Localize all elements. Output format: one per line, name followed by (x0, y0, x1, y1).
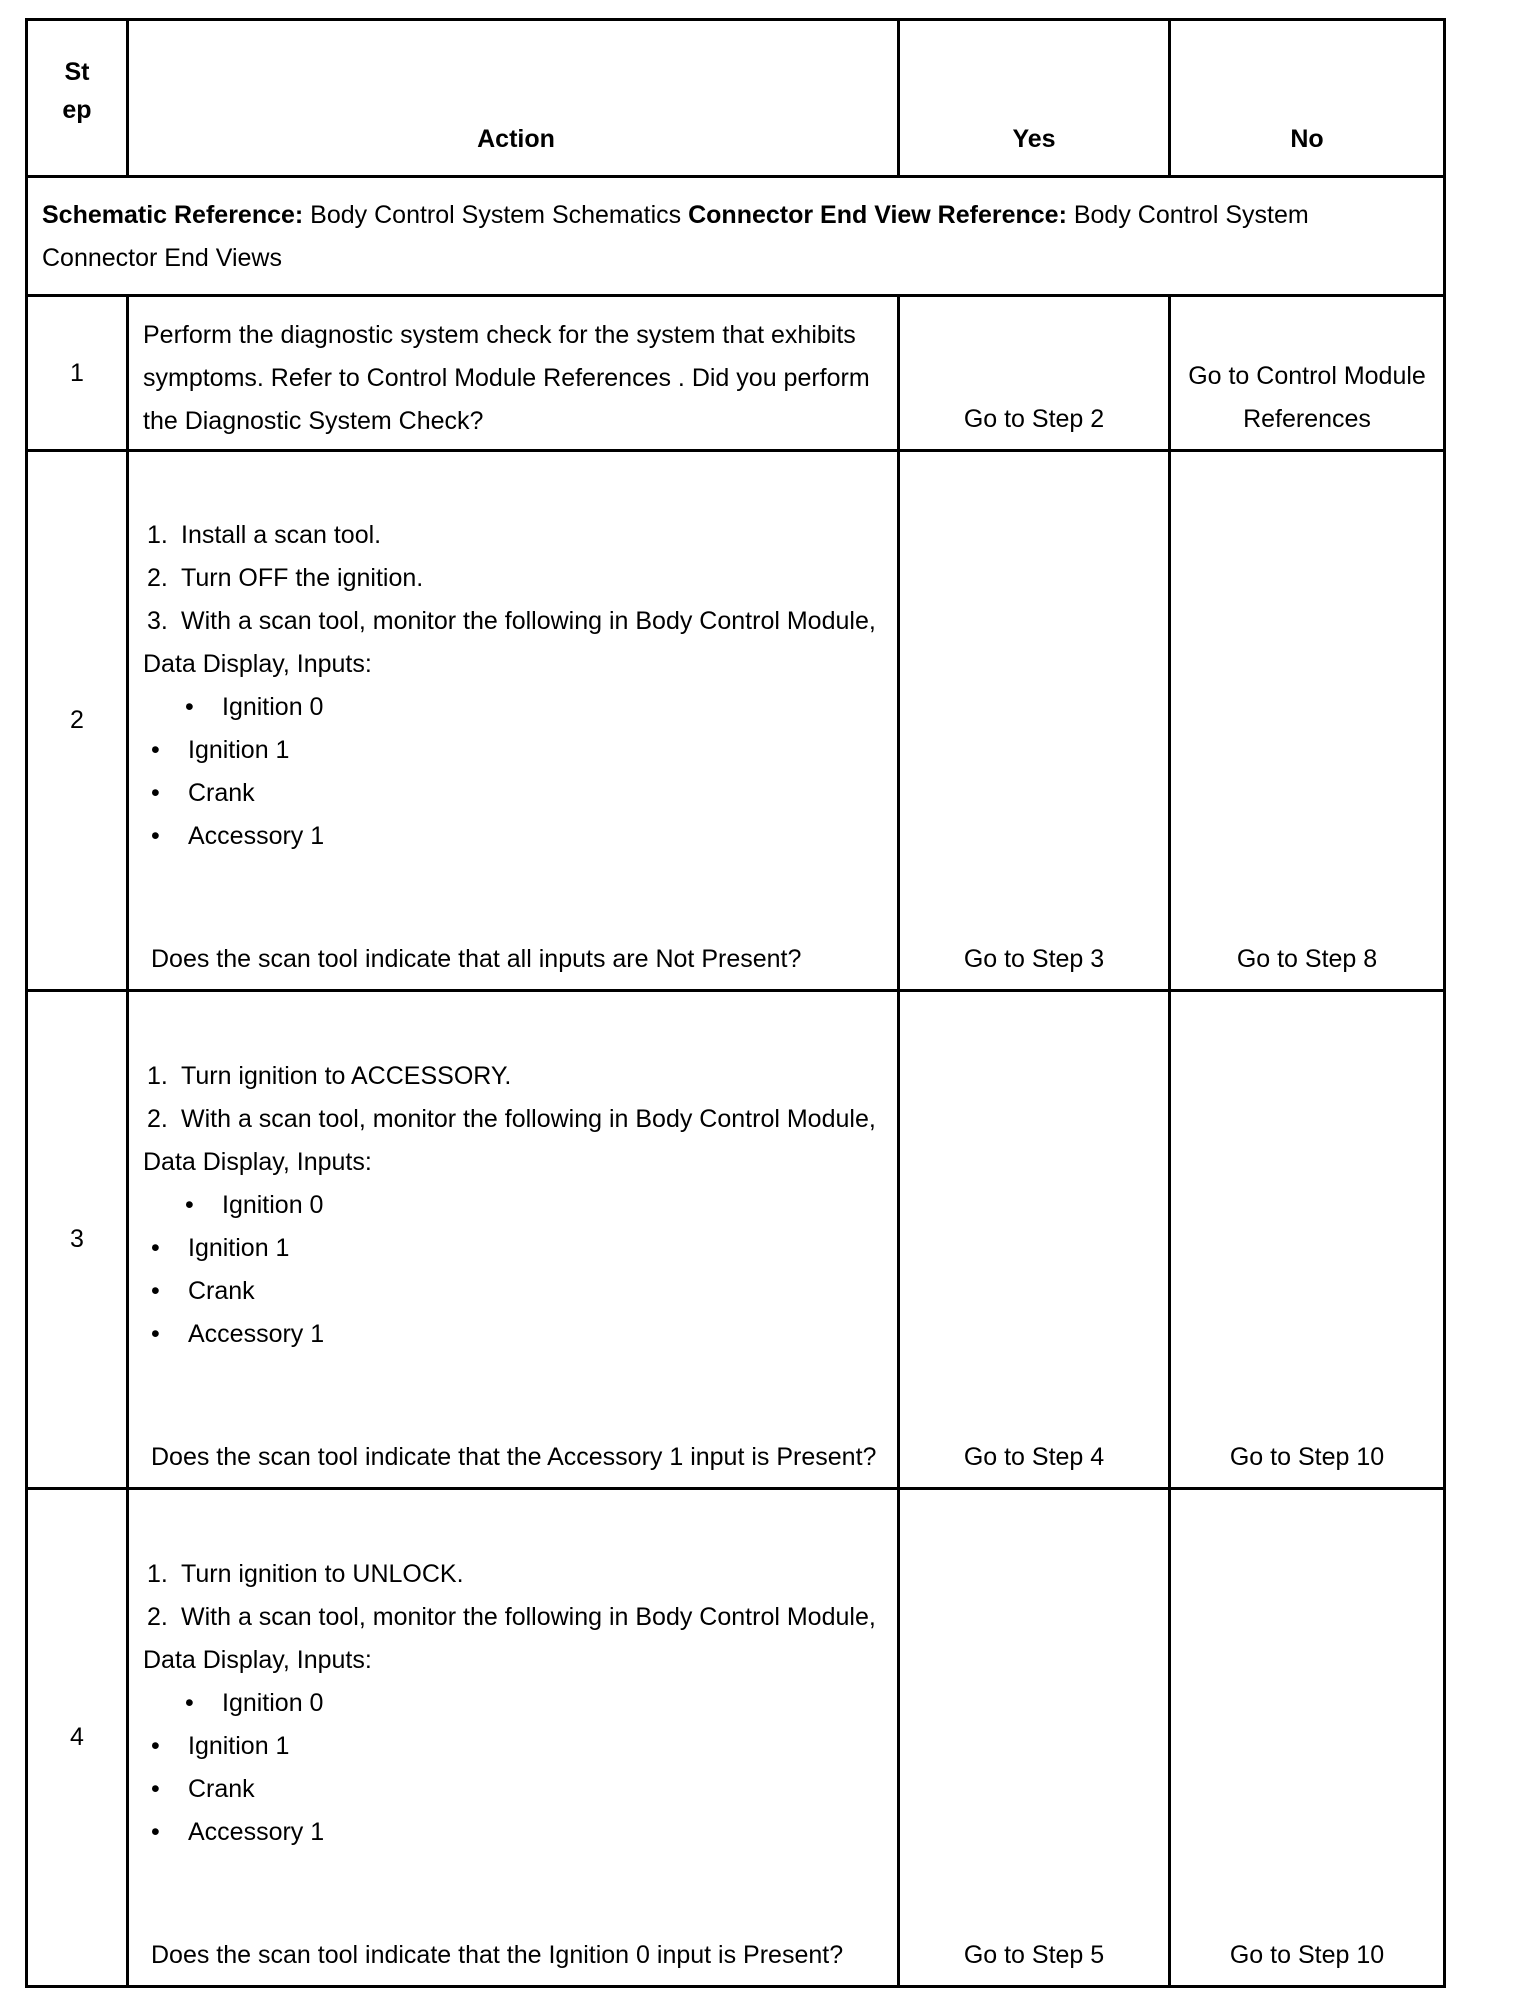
no-cell: Go to Step 10 (1170, 1489, 1445, 1987)
list-item: • Accessory 1 (151, 822, 325, 850)
header-step-line2: ep (62, 96, 92, 124)
list-item: • Ignition 0 (185, 693, 324, 721)
header-yes: Yes (899, 20, 1170, 177)
header-row (27, 20, 1445, 177)
connector-reference-label: Connector End View Reference: (688, 201, 1067, 229)
step-number: 4 (27, 1489, 128, 1987)
connector-reference-value: Body Control System Connector End Views (42, 201, 1309, 272)
action-content (143, 1541, 889, 1985)
step-number: 3 (27, 991, 128, 1489)
list-item: 2. With a scan tool, monitor the following in Body Control Module, Data Display, Inputs: (143, 1603, 876, 1674)
header-no: No (1170, 20, 1445, 177)
list-item: • Ignition 1 (151, 1732, 290, 1760)
list-item: • Ignition 0 (185, 1191, 324, 1219)
step-number: 1 (27, 296, 128, 451)
yes-cell: Go to Step 2 (899, 296, 1170, 451)
list-item: • Ignition 1 (151, 736, 290, 764)
action-cell (128, 296, 899, 451)
list-item: • Accessory 1 (151, 1818, 325, 1846)
header-step (27, 20, 128, 177)
header-action: Action (128, 20, 899, 177)
action-cell (128, 451, 899, 991)
table-row (27, 1489, 1445, 1987)
list-item: 1. Turn ignition to ACCESSORY. (147, 1062, 512, 1090)
action-content (143, 1043, 889, 1487)
list-item: • Crank (151, 779, 255, 807)
no-cell: Go to Control Module References (1170, 296, 1445, 451)
list-item: • Crank (151, 1277, 255, 1305)
list-item: 1. Install a scan tool. (147, 521, 382, 549)
yes-cell: Go to Step 3 (899, 451, 1170, 991)
question-text: Does the scan tool indicate that all inputs are Not Present? (151, 945, 802, 973)
action-cell (128, 1489, 899, 1987)
list-item: • Crank (151, 1775, 255, 1803)
table-row (27, 296, 1445, 451)
action-cell (128, 991, 899, 1489)
yes-cell: Go to Step 5 (899, 1489, 1170, 1987)
schematic-reference-label: Schematic Reference: (42, 201, 304, 229)
no-cell: Go to Step 8 (1170, 451, 1445, 991)
list-item: • Ignition 0 (185, 1689, 324, 1717)
list-item: • Accessory 1 (151, 1320, 325, 1348)
step-number: 2 (27, 451, 128, 991)
diagnostic-table (25, 18, 1446, 1988)
question-text: Does the scan tool indicate that the Ignition 0 input is Present? (151, 1941, 844, 1969)
reference-cell (27, 177, 1445, 296)
no-cell: Go to Step 10 (1170, 991, 1445, 1489)
action-content (143, 502, 889, 989)
list-item: 1. Turn ignition to UNLOCK. (147, 1560, 464, 1588)
table-row (27, 991, 1445, 1489)
list-item: 2. Turn OFF the ignition. (147, 564, 424, 592)
list-item: 2. With a scan tool, monitor the following in Body Control Module, Data Display, Inputs: (143, 1105, 876, 1176)
question-text: Does the scan tool indicate that the Accessory 1 input is Present? (151, 1443, 877, 1471)
header-step-line1: St (64, 58, 90, 86)
action-text: Perform the diagnostic system check for the system that exhibits symptoms. Refer to Control Module References . Did you perform the Diagnostic System Check? (143, 321, 870, 435)
list-item: • Ignition 1 (151, 1234, 290, 1262)
reference-row (27, 177, 1445, 296)
yes-cell: Go to Step 4 (899, 991, 1170, 1489)
list-item: 3. With a scan tool, monitor the following in Body Control Module, Data Display, Inputs: (143, 607, 876, 678)
table-row (27, 451, 1445, 991)
schematic-reference-value: Body Control System Schematics (303, 201, 689, 229)
